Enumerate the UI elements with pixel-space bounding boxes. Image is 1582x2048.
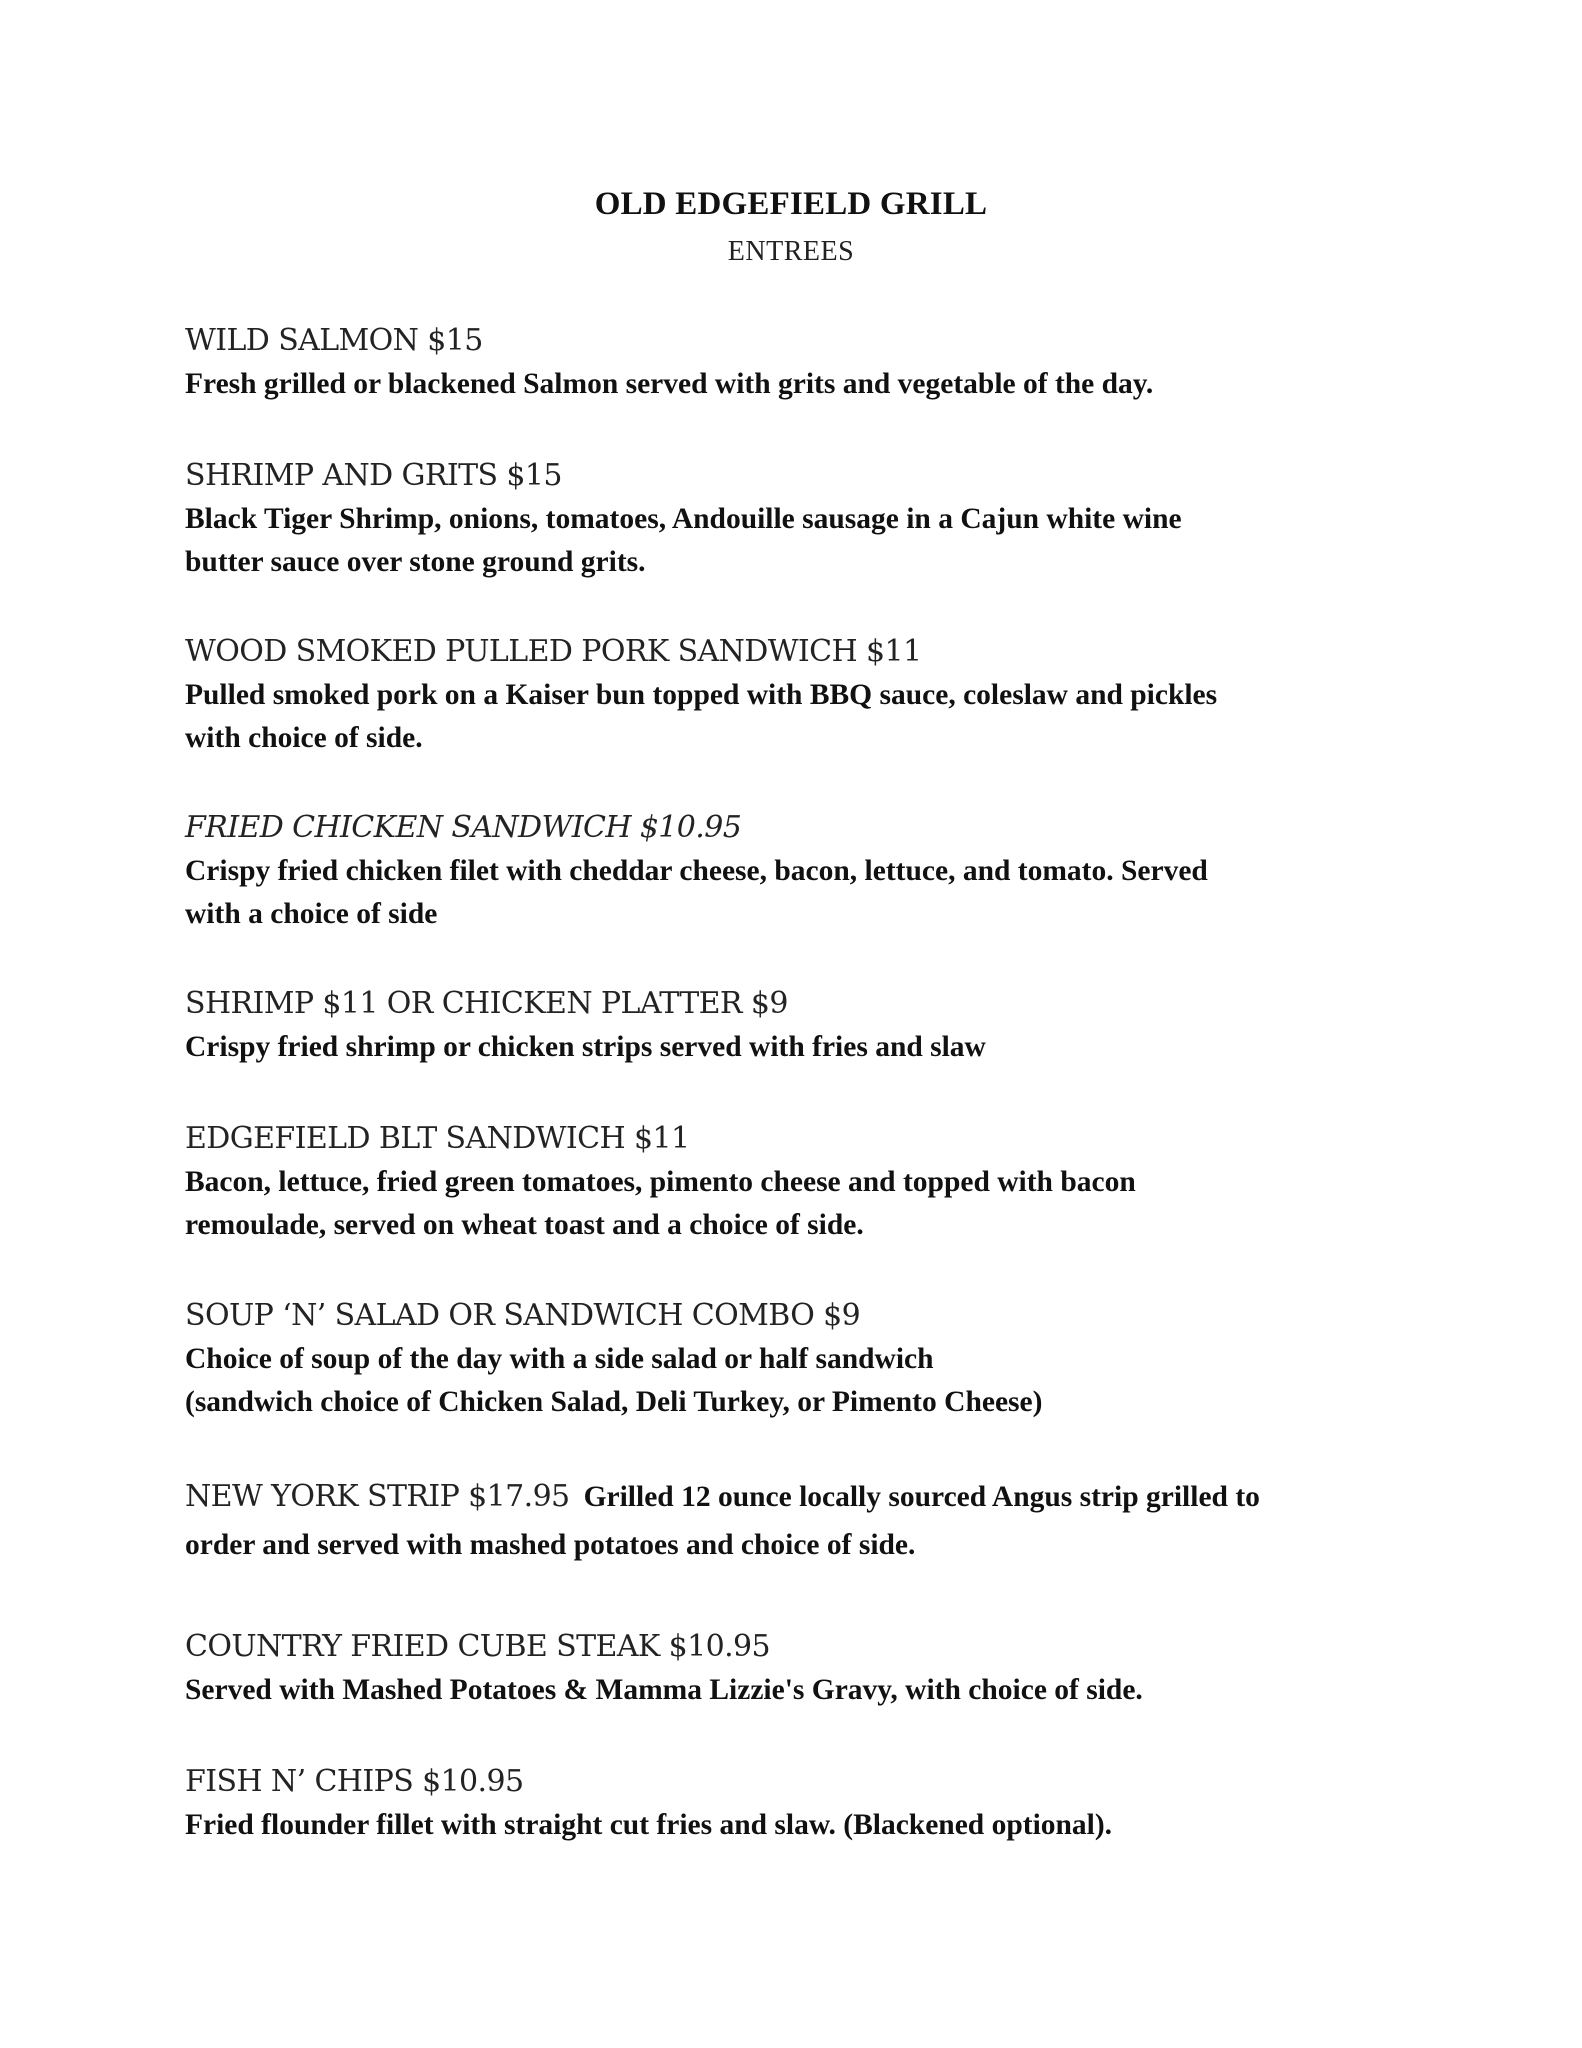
menu-item-fried-chicken	[185, 806, 1385, 936]
menu-item-title: FISH N’ CHIPS $10.95	[185, 1764, 524, 1799]
menu-item-blt	[185, 1117, 1385, 1247]
menu-item-description: Fried flounder fillet with straight cut fries and slaw. (Blackened optional).	[185, 1809, 1113, 1841]
menu-item-description-line-2: remoulade, served on wheat toast and a choice of side.	[185, 1209, 864, 1241]
menu-item-description-line-1: Choice of soup of the day with a side salad or half sandwich	[185, 1343, 934, 1375]
menu-item-pulled-pork	[185, 630, 1385, 760]
menu-item-title: NEW YORK STRIP $17.95	[185, 1479, 570, 1514]
menu-item-description-line-2: (sandwich choice of Chicken Salad, Deli Turkey, or Pimento Cheese)	[185, 1386, 1043, 1418]
menu-item-description-line-1: Crispy fried chicken filet with cheddar cheese, bacon, lettuce, and tomato. Served	[185, 855, 1208, 887]
menu-item-description-text: Grilled 12 ounce locally sourced Angus strip grilled to	[583, 1481, 1260, 1513]
menu-item-cube-steak	[185, 1625, 1385, 1712]
menu-item-soup-salad-combo	[185, 1294, 1385, 1424]
menu-item-title: SOUP ‘N’ SALAD OR SANDWICH COMBO $9	[185, 1298, 861, 1333]
menu-item-description: Served with Mashed Potatoes & Mamma Lizzie's Gravy, with choice of side.	[185, 1674, 1143, 1706]
menu-item-title: WILD SALMON $15	[185, 323, 483, 358]
menu-item-title: COUNTRY FRIED CUBE STEAK $10.95	[185, 1629, 771, 1664]
menu-item-title: SHRIMP $11 OR CHICKEN PLATTER $9	[185, 986, 788, 1021]
section-title: ENTREES	[727, 236, 855, 267]
menu-item-shrimp-and-grits	[185, 454, 1385, 584]
menu-item-description-line-2: with choice of side.	[185, 722, 423, 754]
menu-item-title: SHRIMP AND GRITS $15	[185, 458, 562, 493]
menu-item-description-line-2: with a choice of side	[185, 898, 438, 930]
menu-item-fish-n-chips	[185, 1760, 1385, 1847]
menu-item-description-line-2: order and served with mashed potatoes and choice of side.	[185, 1529, 916, 1561]
menu-item-title: WOOD SMOKED PULLED PORK SANDWICH $11	[185, 634, 922, 669]
menu-item-shrimp-chicken-platter	[185, 982, 1385, 1069]
restaurant-name: OLD EDGEFIELD GRILL	[594, 186, 988, 222]
menu-item-description: Crispy fried shrimp or chicken strips served with fries and slaw	[185, 1031, 986, 1063]
menu-item-description-line-2: butter sauce over stone ground grits.	[185, 546, 646, 578]
menu-item-title: FRIED CHICKEN SANDWICH $10.95	[185, 810, 742, 845]
menu-item-new-york-strip	[185, 1470, 1385, 1567]
menu-item-description-line-1: Black Tiger Shrimp, onions, tomatoes, Andouille sausage in a Cajun white wine	[185, 503, 1182, 535]
menu-item-description: Fresh grilled or blackened Salmon served with grits and vegetable of the day.	[185, 368, 1154, 400]
menu-item-description-line-1: Bacon, lettuce, fried green tomatoes, pimento cheese and topped with bacon	[185, 1166, 1136, 1198]
menu-item-description-line-1	[185, 1470, 1385, 1524]
menu-item-description-line-1: Pulled smoked pork on a Kaiser bun topped with BBQ sauce, coleslaw and pickles	[185, 679, 1218, 711]
menu-item-wild-salmon	[185, 319, 1385, 406]
menu-item-title: EDGEFIELD BLT SANDWICH $11	[185, 1121, 690, 1156]
